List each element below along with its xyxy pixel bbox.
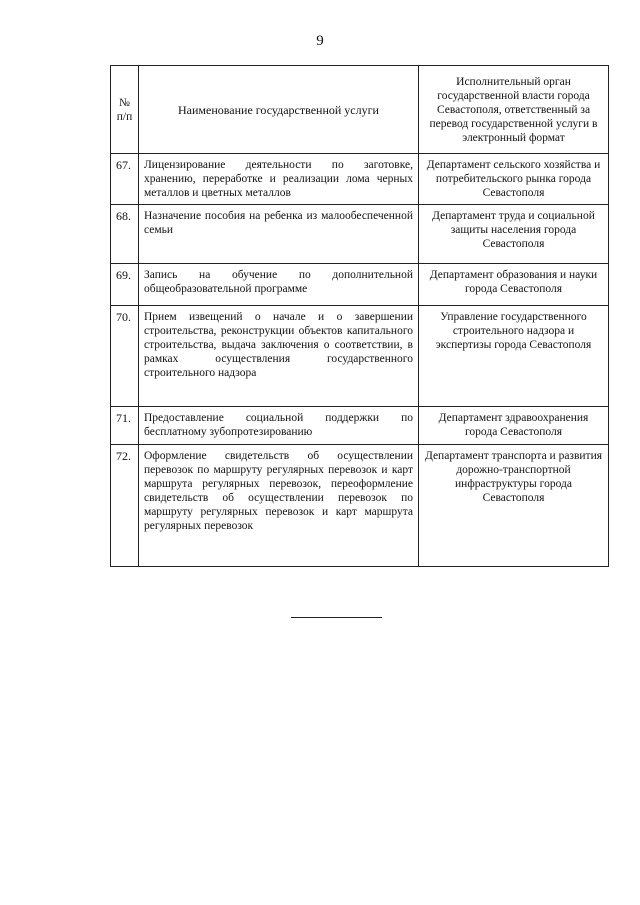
- service-name: Назначение пособия на ребенка из малообеспеченной семьи: [139, 205, 419, 264]
- service-name: Лицензирование деятельности по заготовке, хранению, переработке и реализации лома черных металлов и цветных металлов: [139, 154, 419, 205]
- table-row: [111, 445, 609, 567]
- table-row: [111, 205, 609, 264]
- header-service: Наименование государственной услуги: [139, 66, 419, 154]
- row-number: 67.: [111, 154, 139, 205]
- responsible-authority: Департамент транспорта и развития дорожно-транспортной инфраструктуры города Севастополя: [419, 445, 609, 567]
- service-name: Прием извещений о начале и о завершении строительства, реконструкции объектов капитального строительства, выдача заключения о соответствии, в рамках осуществления государственного строительного надзора: [139, 306, 419, 407]
- responsible-authority: Департамент труда и социальной защиты населения города Севастополя: [419, 205, 609, 264]
- responsible-authority: Управление государственного строительного надзора и экспертизы города Севастополя: [419, 306, 609, 407]
- row-number: 68.: [111, 205, 139, 264]
- responsible-authority: Департамент образования и науки города Севастополя: [419, 264, 609, 306]
- row-number: 69.: [111, 264, 139, 306]
- table-row: [111, 407, 609, 445]
- table-row: [111, 264, 609, 306]
- header-number: № п/п: [111, 66, 139, 154]
- page-number: 9: [316, 33, 324, 49]
- table-row: [111, 306, 609, 407]
- table-row: [111, 154, 609, 205]
- services-table: [110, 65, 609, 567]
- header-authority: Исполнительный орган государственной власти города Севастополя, ответственный за перевод государственной услуги в электронный формат: [419, 66, 609, 154]
- responsible-authority: Департамент здравоохранения города Севастополя: [419, 407, 609, 445]
- row-number: 72.: [111, 445, 139, 567]
- row-number: 70.: [111, 306, 139, 407]
- service-name: Предоставление социальной поддержки по бесплатному зубопротезированию: [139, 407, 419, 445]
- row-number: 71.: [111, 407, 139, 445]
- table-header-row: [111, 66, 609, 154]
- responsible-authority: Департамент сельского хозяйства и потребительского рынка города Севастополя: [419, 154, 609, 205]
- closing-rule: [291, 617, 382, 618]
- service-name: Запись на обучение по дополнительной общеобразовательной программе: [139, 264, 419, 306]
- service-name: Оформление свидетельств об осуществлении перевозок по маршруту регулярных перевозок и карт маршрута регулярных перевозок, переоформление свидетельств об осуществлении перевозок по маршруту регулярных перевозок и карт маршрута регулярных перевозок: [139, 445, 419, 567]
